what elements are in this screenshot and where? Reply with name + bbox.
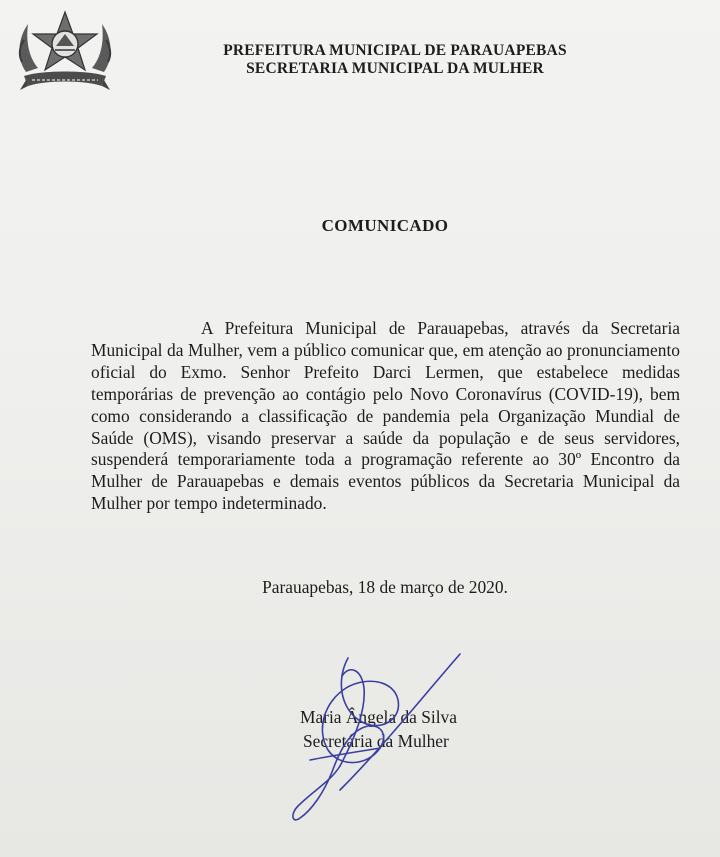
document-body: A Prefeitura Municipal de Parauapebas, através da Secretaria Municipal da Mulher, vem a público comunicar que, em atenção ao pronunciamento oficial do Exmo. Senhor Prefeito Darci Lermen, que estabelece medidas temporárias de prevenção ao contágio pelo Novo Coronavírus (COVID-19), bem como considerando a classificação de pandemia pela Organização Mundial de Saúde (OMS), visando preservar a saúde da população e de seus servidores, suspenderá temporariamente toda a programação referente ao 30º Encontro da Mulher de Parauapebas e demais eventos públicos da Secretaria Municipal da Mulher por tempo indeterminado. xyxy=(91,318,680,514)
document-title: COMUNICADO xyxy=(321,216,449,235)
document-date: Parauapebas, 18 de março de 2020. xyxy=(262,577,508,597)
letterhead-line-1: PREFEITURA MUNICIPAL DE PARAUAPEBAS xyxy=(223,42,567,59)
signatory-role: Secretária da Mulher xyxy=(303,731,449,751)
letterhead-line-2: SECRETARIA MUNICIPAL DA MULHER xyxy=(246,60,544,77)
coat-of-arms-icon xyxy=(14,10,116,94)
signatory-name: Maria Ângela da Silva xyxy=(300,707,457,727)
